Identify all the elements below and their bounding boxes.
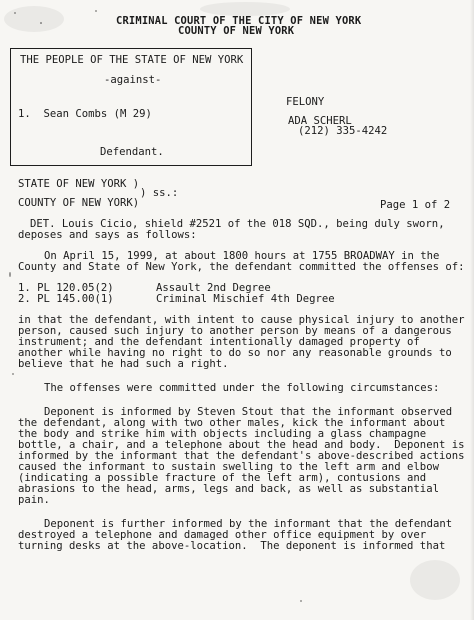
- circumstances-intro: The offenses were committed under the following circumstances:: [44, 382, 440, 394]
- ada-phone: (212) 335-4242: [298, 125, 388, 137]
- para1-line-4: bottle, a chair, and a telephone about the head and body. Deponent is: [18, 439, 465, 451]
- venue-county: COUNTY OF NEW YORK): [18, 197, 140, 209]
- para1-line-9: pain.: [18, 494, 50, 506]
- court-county: COUNTY OF NEW YORK: [178, 25, 295, 37]
- elements-line-2: person, caused such injury to another person by means of a dangerous: [18, 325, 452, 337]
- opening-line-1: DET. Louis Cicio, shield #2521 of the 018 SQD., being duly sworn,: [30, 218, 445, 230]
- opening-line-2: deposes and says as follows:: [18, 229, 197, 241]
- charge-1-description: Assault 2nd Degree: [156, 282, 271, 294]
- para1-line-3: the body and strike him with objects including a glass champagne: [18, 428, 427, 440]
- paper-smudge: [200, 2, 290, 16]
- elements-line-3: instrument; and the defendant intentionally damaged property of: [18, 336, 420, 348]
- incident-line-2: County and State of New York, the defendant committed the offenses of:: [18, 261, 465, 273]
- para1-line-6: caused the informant to sustain swelling to the left arm and elbow: [18, 461, 439, 473]
- caption-defendant-name: 1. Sean Combs (M 29): [18, 108, 152, 120]
- paper-speck: [14, 12, 16, 14]
- charge-level: FELONY: [286, 96, 325, 108]
- paper-speck: [95, 10, 97, 12]
- venue-state: STATE OF NEW YORK ): [18, 178, 140, 190]
- page-number: Page 1 of 2: [380, 199, 451, 211]
- court-name: CRIMINAL COURT OF THE CITY OF NEW YORK: [116, 15, 362, 27]
- elements-line-5: believe that he had such a right.: [18, 358, 229, 370]
- caption-defendant-label: Defendant.: [100, 146, 164, 158]
- paper-speck: [40, 22, 42, 24]
- paper-smudge: [4, 6, 64, 32]
- para1-line-2: the defendant, along with two other males, kick the informant about: [18, 417, 446, 429]
- caption-people: THE PEOPLE OF THE STATE OF NEW YORK: [20, 54, 244, 66]
- para1-line-1: Deponent is informed by Steven Stout that the informant observed: [44, 406, 453, 418]
- paper-speck: [12, 373, 14, 375]
- elements-line-4: another while having no right to do so nor any reasonable grounds to: [18, 347, 452, 359]
- para1-line-7: (indicating a possible fracture of the left arm), contusions and: [18, 472, 427, 484]
- paper-smudge: [410, 560, 460, 600]
- ada-name: ADA SCHERL: [288, 115, 352, 127]
- incident-line-1: On April 15, 1999, at about 1800 hours at 1755 BROADWAY in the: [44, 250, 440, 262]
- para2-line-2: destroyed a telephone and damaged other office equipment by over: [18, 529, 427, 541]
- para1-line-5: informed by the informant that the defendant's above-described actions: [18, 450, 465, 462]
- paper-speck: [9, 272, 11, 277]
- para2-line-1: Deponent is further informed by the informant that the defendant: [44, 518, 453, 530]
- elements-line-1: in that the defendant, with intent to cause physical injury to another: [18, 314, 465, 326]
- paper-speck: [300, 600, 302, 602]
- para1-line-8: abrasions to the head, arms, legs and back, as well as substantial: [18, 483, 439, 495]
- page-edge-shadow: [470, 0, 474, 620]
- caption-against: -against-: [104, 74, 162, 86]
- charge-1-statute: 1. PL 120.05(2): [18, 282, 114, 294]
- venue-ss: ) ss.:: [140, 187, 179, 199]
- charge-2-statute: 2. PL 145.00(1): [18, 293, 114, 305]
- charge-2-description: Criminal Mischief 4th Degree: [156, 293, 335, 305]
- para2-line-3: turning desks at the above-location. The deponent is informed that: [18, 540, 446, 552]
